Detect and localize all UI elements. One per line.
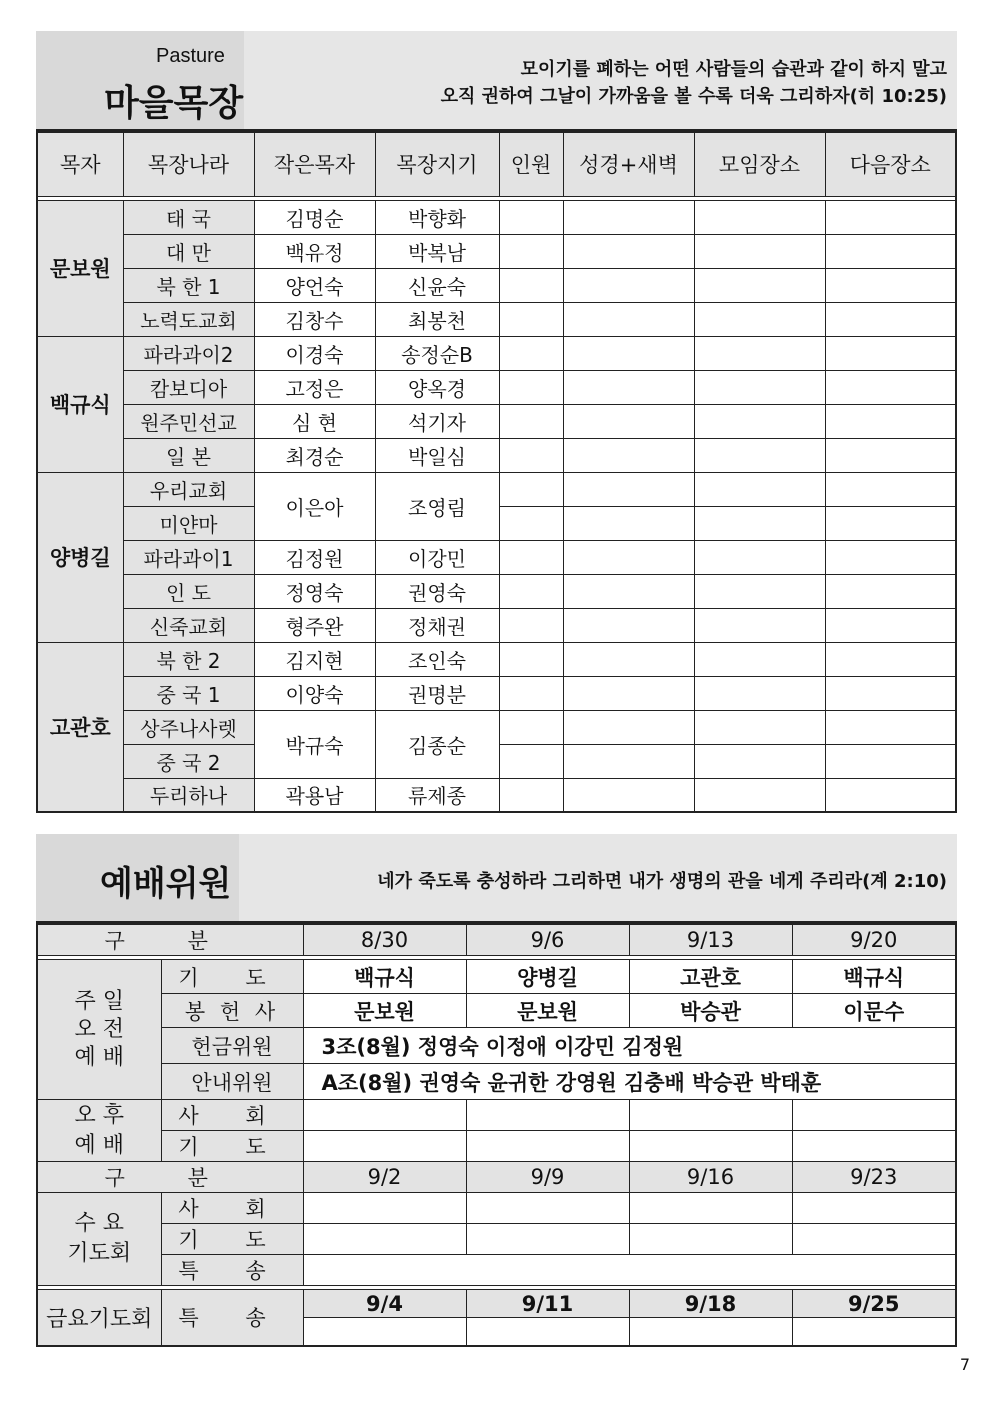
count-cell[interactable] (499, 574, 563, 608)
count-cell[interactable] (499, 778, 563, 812)
place-cell[interactable] (694, 676, 825, 710)
count-cell[interactable] (499, 404, 563, 438)
bible-cell[interactable] (563, 540, 694, 574)
host-label: 사 회 (161, 1100, 303, 1131)
village-label-en: Pasture (156, 45, 225, 67)
next-cell[interactable] (825, 336, 956, 370)
keeper-cell: 조인숙 (375, 642, 499, 676)
place-cell[interactable] (694, 404, 825, 438)
fri-special-label: 특 송 (161, 1290, 303, 1346)
nation-cell: 미얀마 (123, 506, 254, 540)
count-cell[interactable] (499, 370, 563, 404)
group-leader: 고관호 (37, 642, 123, 812)
bible-cell[interactable] (563, 506, 694, 540)
place-cell[interactable] (694, 370, 825, 404)
bible-cell[interactable] (563, 574, 694, 608)
keeper-cell: 권영숙 (375, 574, 499, 608)
wed-host-label: 사 회 (161, 1193, 303, 1224)
sunday-am-label: 주 일 오 전 예 배 (37, 960, 161, 1100)
fri-date: 9/4 (303, 1290, 466, 1318)
place-cell[interactable] (694, 744, 825, 778)
offering-cell: 문보원 (466, 994, 629, 1028)
wed-special-label: 특 송 (161, 1255, 303, 1286)
count-cell[interactable] (499, 234, 563, 268)
pm-host-cell[interactable] (303, 1100, 466, 1131)
small-leader-cell: 박규숙 (254, 710, 375, 778)
header-meeting-place: 모임장소 (694, 132, 825, 196)
pm-host-cell[interactable] (792, 1100, 956, 1131)
header-next-place: 다음장소 (825, 132, 956, 196)
next-cell[interactable] (825, 234, 956, 268)
small-leader-cell: 정영숙 (254, 574, 375, 608)
offering-committee-label: 헌금위원 (161, 1028, 303, 1064)
header-bible-dawn: 성경+새벽 (563, 132, 694, 196)
place-cell[interactable] (694, 268, 825, 302)
keeper-cell: 석기자 (375, 404, 499, 438)
keeper-cell: 정채권 (375, 608, 499, 642)
next-cell[interactable] (825, 540, 956, 574)
place-cell[interactable] (694, 506, 825, 540)
village-table (36, 131, 957, 813)
worship-section (36, 834, 957, 922)
next-cell[interactable] (825, 642, 956, 676)
bible-cell[interactable] (563, 472, 694, 506)
usher-value: A조(8월) 권영숙 윤귀한 강영원 김충배 박승관 박태훈 (303, 1064, 956, 1100)
nation-cell: 일 본 (123, 438, 254, 472)
usher-label: 안내위원 (161, 1064, 303, 1100)
nation-cell: 태 국 (123, 200, 254, 234)
nation-cell: 북 한 1 (123, 268, 254, 302)
bible-cell[interactable] (563, 200, 694, 234)
keeper-cell: 이강민 (375, 540, 499, 574)
sunday-date: 9/20 (792, 924, 956, 956)
wed-prayer-cell[interactable] (303, 1224, 466, 1255)
place-cell[interactable] (694, 438, 825, 472)
small-leader-cell: 심 현 (254, 404, 375, 438)
count-cell[interactable] (499, 438, 563, 472)
wed-host-cell[interactable] (466, 1193, 629, 1224)
sunday-date: 8/30 (303, 924, 466, 956)
small-leader-cell: 최경순 (254, 438, 375, 472)
next-cell[interactable] (825, 710, 956, 744)
worship-title: 예배위원 (100, 864, 232, 904)
small-leader-cell: 김지현 (254, 642, 375, 676)
keeper-cell: 송정순B (375, 336, 499, 370)
nation-cell: 상주나사렛 (123, 710, 254, 744)
bible-cell[interactable] (563, 744, 694, 778)
place-cell[interactable] (694, 336, 825, 370)
next-cell[interactable] (825, 404, 956, 438)
small-leader-cell: 이경숙 (254, 336, 375, 370)
small-leader-cell: 형주완 (254, 608, 375, 642)
nation-cell: 중 국 2 (123, 744, 254, 778)
nation-cell: 우리교회 (123, 472, 254, 506)
next-cell[interactable] (825, 744, 956, 778)
next-cell[interactable] (825, 608, 956, 642)
small-leader-cell: 양언숙 (254, 268, 375, 302)
count-cell[interactable] (499, 302, 563, 336)
offering-label: 봉 헌 사 (161, 994, 303, 1028)
small-leader-cell: 김정원 (254, 540, 375, 574)
count-cell[interactable] (499, 642, 563, 676)
place-cell[interactable] (694, 778, 825, 812)
wed-host-cell[interactable] (629, 1193, 792, 1224)
bible-cell[interactable] (563, 302, 694, 336)
header-small-leader: 작은목자 (254, 132, 375, 196)
next-cell[interactable] (825, 574, 956, 608)
keeper-cell: 양옥경 (375, 370, 499, 404)
bible-cell[interactable] (563, 608, 694, 642)
keeper-cell: 박일심 (375, 438, 499, 472)
count-cell[interactable] (499, 710, 563, 744)
bible-cell[interactable] (563, 710, 694, 744)
nation-cell: 파라과이1 (123, 540, 254, 574)
bible-cell[interactable] (563, 676, 694, 710)
offering-committee-value: 3조(8월) 정영숙 이정애 이강민 김정원 (303, 1028, 956, 1064)
keeper-cell: 조영림 (375, 472, 499, 540)
count-cell[interactable] (499, 540, 563, 574)
bible-cell[interactable] (563, 234, 694, 268)
count-cell[interactable] (499, 676, 563, 710)
header-leader: 목자 (37, 132, 123, 196)
pm-prayer-label: 기 도 (161, 1131, 303, 1162)
bible-cell[interactable] (563, 268, 694, 302)
keeper-cell: 김종순 (375, 710, 499, 778)
next-cell[interactable] (825, 676, 956, 710)
village-verse-line2: 오직 권하여 그날이 가까움을 볼 수록 더욱 그리하자(히 10:25) (440, 86, 947, 107)
small-leader-cell: 김창수 (254, 302, 375, 336)
header-count: 인원 (499, 132, 563, 196)
nation-cell: 원주민선교 (123, 404, 254, 438)
fri-special-cell[interactable] (303, 1318, 466, 1346)
fri-date: 9/25 (792, 1290, 956, 1318)
sunday-date: 9/6 (466, 924, 629, 956)
prayer-cell: 백규식 (303, 960, 466, 994)
wed-date: 9/23 (792, 1162, 956, 1193)
wed-date: 9/2 (303, 1162, 466, 1193)
village-header (36, 31, 957, 130)
wed-host-cell[interactable] (303, 1193, 466, 1224)
prayer-cell: 백규식 (792, 960, 956, 994)
pm-prayer-cell[interactable] (629, 1131, 792, 1162)
group-leader: 문보원 (37, 200, 123, 336)
small-leader-cell: 이양숙 (254, 676, 375, 710)
place-cell[interactable] (694, 540, 825, 574)
count-cell[interactable] (499, 744, 563, 778)
wed-label: 수 요 기도회 (37, 1193, 161, 1286)
wed-prayer-cell[interactable] (466, 1224, 629, 1255)
wed-prayer-cell[interactable] (792, 1224, 956, 1255)
fri-special-cell[interactable] (629, 1318, 792, 1346)
fri-date: 9/18 (629, 1290, 792, 1318)
place-cell[interactable] (694, 472, 825, 506)
nation-cell: 캄보디아 (123, 370, 254, 404)
page-number: 7 (959, 1355, 970, 1374)
bible-cell[interactable] (563, 438, 694, 472)
keeper-cell: 류제종 (375, 778, 499, 812)
next-cell[interactable] (825, 302, 956, 336)
place-cell[interactable] (694, 642, 825, 676)
offering-cell: 이문수 (792, 994, 956, 1028)
place-cell[interactable] (694, 200, 825, 234)
count-cell[interactable] (499, 608, 563, 642)
wed-special-cell[interactable] (303, 1255, 956, 1286)
next-cell[interactable] (825, 438, 956, 472)
keeper-cell: 권명분 (375, 676, 499, 710)
place-cell[interactable] (694, 302, 825, 336)
nation-cell: 북 한 2 (123, 642, 254, 676)
next-cell[interactable] (825, 200, 956, 234)
prayer-label: 기 도 (161, 960, 303, 994)
nation-cell: 두리하나 (123, 778, 254, 812)
next-cell[interactable] (825, 370, 956, 404)
village-title: 마을목장 (104, 83, 244, 124)
pm-prayer-cell[interactable] (303, 1131, 466, 1162)
div-label: 구 분 (37, 924, 303, 956)
pm-prayer-cell[interactable] (792, 1131, 956, 1162)
next-cell[interactable] (825, 506, 956, 540)
sunday-date: 9/13 (629, 924, 792, 956)
pm-host-cell[interactable] (466, 1100, 629, 1131)
bible-cell[interactable] (563, 642, 694, 676)
sunday-pm-label: 오 후 예 배 (37, 1100, 161, 1162)
header-nation: 목장나라 (123, 132, 254, 196)
fri-special-cell[interactable] (466, 1318, 629, 1346)
keeper-cell: 신윤숙 (375, 268, 499, 302)
bible-cell[interactable] (563, 336, 694, 370)
village-section (36, 31, 957, 130)
village-verse-line1: 모이기를 폐하는 어떤 사람들의 습관과 같이 하지 말고 (520, 59, 947, 80)
next-cell[interactable] (825, 778, 956, 812)
nation-cell: 파라과이2 (123, 336, 254, 370)
offering-cell: 박승관 (629, 994, 792, 1028)
nation-cell: 신죽교회 (123, 608, 254, 642)
place-cell[interactable] (694, 574, 825, 608)
fri-date: 9/11 (466, 1290, 629, 1318)
pm-prayer-cell[interactable] (466, 1131, 629, 1162)
small-leader-cell: 이은아 (254, 472, 375, 540)
next-cell[interactable] (825, 472, 956, 506)
nation-cell: 노력도교회 (123, 302, 254, 336)
worship-verse: 네가 죽도록 충성하라 그리하면 내가 생명의 관을 네게 주리라(계 2:10) (377, 871, 947, 892)
worship-header (36, 834, 957, 922)
fri-label: 금요기도회 (37, 1290, 161, 1346)
keeper-cell: 최봉천 (375, 302, 499, 336)
place-cell[interactable] (694, 608, 825, 642)
count-cell[interactable] (499, 268, 563, 302)
bible-cell[interactable] (563, 370, 694, 404)
wed-date: 9/9 (466, 1162, 629, 1193)
place-cell[interactable] (694, 234, 825, 268)
wed-prayer-label: 기 도 (161, 1224, 303, 1255)
wed-host-cell[interactable] (792, 1193, 956, 1224)
small-leader-cell: 곽용남 (254, 778, 375, 812)
offering-cell: 문보원 (303, 994, 466, 1028)
small-leader-cell: 김명순 (254, 200, 375, 234)
bible-cell[interactable] (563, 404, 694, 438)
place-cell[interactable] (694, 710, 825, 744)
div-label-wed: 구 분 (37, 1162, 303, 1193)
count-cell[interactable] (499, 336, 563, 370)
keeper-cell: 박향화 (375, 200, 499, 234)
pm-host-cell[interactable] (629, 1100, 792, 1131)
count-cell[interactable] (499, 506, 563, 540)
count-cell[interactable] (499, 472, 563, 506)
bible-cell[interactable] (563, 778, 694, 812)
group-leader: 백규식 (37, 336, 123, 472)
group-leader: 양병길 (37, 472, 123, 642)
small-leader-cell: 고정은 (254, 370, 375, 404)
worship-table (36, 923, 957, 1347)
prayer-cell: 고관호 (629, 960, 792, 994)
nation-cell: 중 국 1 (123, 676, 254, 710)
keeper-cell: 박복남 (375, 234, 499, 268)
wed-date: 9/16 (629, 1162, 792, 1193)
wed-prayer-cell[interactable] (629, 1224, 792, 1255)
nation-cell: 인 도 (123, 574, 254, 608)
prayer-cell: 양병길 (466, 960, 629, 994)
count-cell[interactable] (499, 200, 563, 234)
header-keeper: 목장지기 (375, 132, 499, 196)
small-leader-cell: 백유정 (254, 234, 375, 268)
next-cell[interactable] (825, 268, 956, 302)
fri-special-cell[interactable] (792, 1318, 956, 1346)
nation-cell: 대 만 (123, 234, 254, 268)
